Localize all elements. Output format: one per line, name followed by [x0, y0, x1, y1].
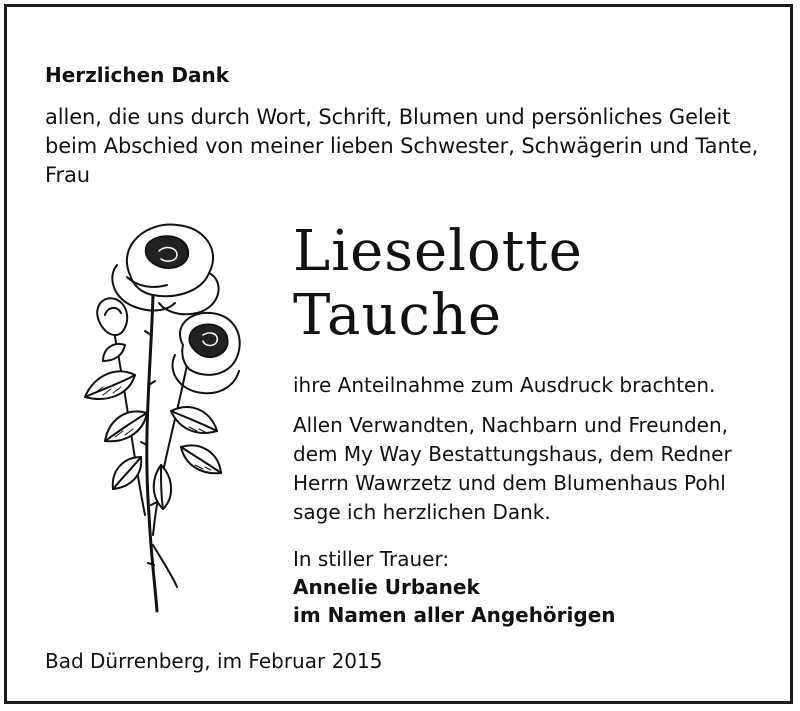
signer-note: im Namen aller Angehörigen: [293, 603, 616, 627]
signer-name: Annelie Urbanek: [293, 575, 480, 599]
thanks-line: Herrn Wawrzetz und dem Blumenhaus Pohl: [293, 471, 726, 495]
thanks-line: sage ich herzlichen Dank.: [293, 500, 551, 524]
deceased-first-name: Lieselotte: [293, 219, 583, 284]
mourning-label: In stiller Trauer:: [293, 547, 450, 571]
obituary-thank-you-notice: [4, 4, 793, 704]
intro-line: allen, die uns durch Wort, Schrift, Blumen und persönliches Geleit: [45, 105, 731, 129]
roses-illustration-icon: [55, 215, 255, 615]
heading: Herzlichen Dank: [45, 63, 230, 87]
intro-line: Frau: [45, 163, 90, 187]
mourning-block: [293, 545, 616, 629]
place-and-date: Bad Dürrenberg, im Februar 2015: [45, 649, 383, 673]
deceased-last-name: Tauche: [293, 283, 503, 348]
deceased-name: [293, 220, 583, 348]
intro-text: [45, 103, 775, 190]
intro-line: beim Abschied von meiner lieben Schwester, Schwägerin und Tante,: [45, 134, 759, 158]
thanks-line: dem My Way Bestattungshaus, dem Redner: [293, 442, 732, 466]
sympathy-line: ihre Anteilnahme zum Ausdruck brachten.: [293, 373, 716, 397]
thanks-paragraph: [293, 411, 732, 527]
thanks-line: Allen Verwandten, Nachbarn und Freunden,: [293, 413, 728, 437]
